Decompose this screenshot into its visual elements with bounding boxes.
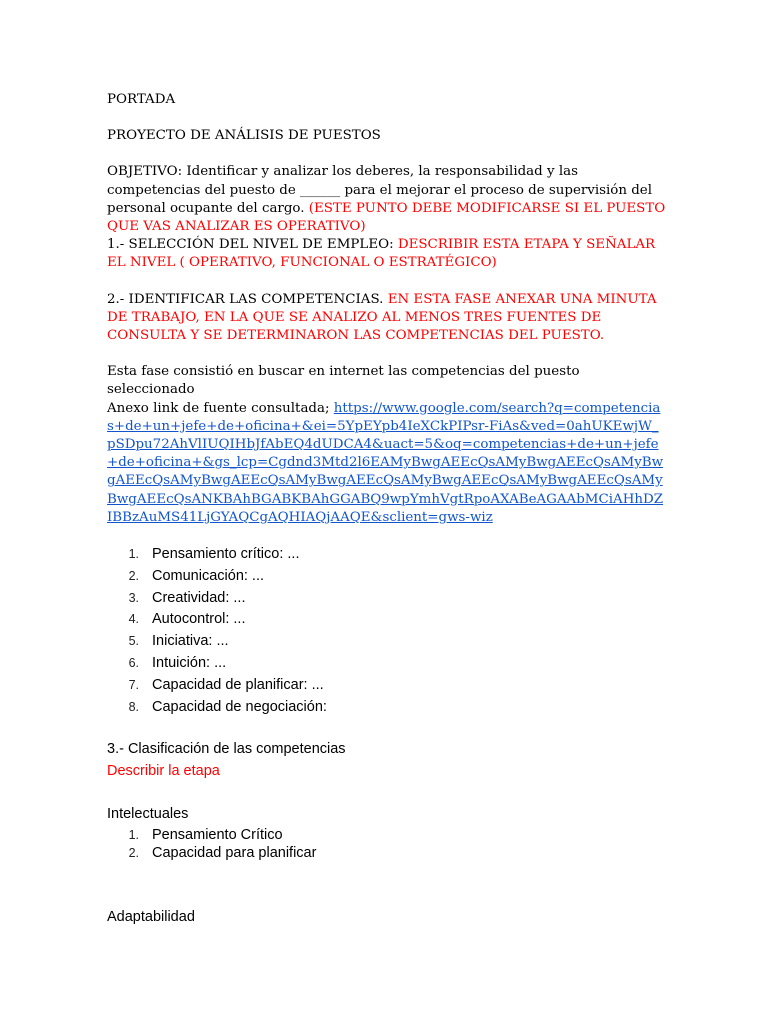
objetivo-note: (ESTE PUNTO DEBE MODIFICARSE SI EL PUESTO QUE VAS ANALIZAR ES OPERATIVO) [107,200,666,235]
list-item [107,588,667,610]
list-item-label: Pensamiento crítico: ... [152,546,300,563]
seleccion-note: DESCRIBIR ESTA ETAPA Y SEÑALAR EL NIVEL ( OPERATIVO, FUNCIONAL O ESTRATÉGICO) [107,237,656,271]
list-item-number: 1. [128,827,139,842]
clasificacion-describe: Describir la etapa [107,763,220,780]
anexo-paragraph [107,400,667,527]
list-item [107,653,667,675]
source-link[interactable]: https://www.google.com/search?q=competencias+de+un+jefe+de+oficina+&ei=5YpEYpb4IeXCkPIPsr-FiAs&ved=0ahUKEwjW_pSDpu72AhVlIUQIHbJfAbEQ4dUDCA4&uact=5&oq=competencias+de+un+jefe+de+oficina+&gs_lcp=Cgdnd3Mtd2l6EAMyBwgAEEcQsAMyBwgAEEcQsAMyBwgAEEcQsAMyBwgAEEcQsAMyBwgAEEcQsAMyBwgAEEcQsAMyBwgAEEcQsAMyBwgAEEcQsANKBAhBGABKBAhGGABQ9wpYmhVgtRpoAXABeAGAAbMCiAHhDZIBBzAuMS41LjGYAQCgAQHIAQjAAQE&sclient=gws-wiz [107,400,664,525]
list-item [107,675,667,697]
seleccion-text: 1.- SELECCIÓN DEL NIVEL DE EMPLEO: [107,237,398,253]
project-title: PROYECTO DE ANÁLISIS DE PUESTOS [107,128,381,144]
anexo-label: Anexo link de fuente consultada; [107,400,334,416]
adaptabilidad-heading: Adaptabilidad [107,908,195,925]
list-item-label: Autocontrol: ... [152,611,246,628]
intelectuales-heading: Intelectuales [107,806,189,823]
list-item-label: Capacidad de planificar: ... [152,676,324,693]
list-item-number: 5. [128,634,139,649]
list-item-label: Iniciativa: ... [152,633,229,650]
document-page [107,91,667,929]
identificar-note: EN ESTA FASE ANEXAR UNA MINUTA DE TRABAJO, EN LA QUE SE ANALIZO AL MENOS TRES FUENTES DE CONSULTA Y SE DETERMINARON LAS COMPETENCIAS DEL PUESTO. [107,291,657,344]
portada-heading: PORTADA [107,92,176,107]
list-item-number: 3. [128,590,139,605]
identificar-text: 2.- IDENTIFICAR LAS COMPETENCIAS. [107,291,388,307]
list-item-number: 2. [128,568,139,583]
seleccion-paragraph [107,236,667,272]
list-item [107,544,667,566]
list-item-number: 2. [128,846,139,861]
list-item-label: Intuición: ... [152,655,227,672]
list-item-number: 1. [128,547,139,562]
intelectuales-list [107,826,667,863]
identificar-paragraph [107,291,667,346]
list-item [107,609,667,631]
list-item [107,697,667,719]
objetivo-text: OBJETIVO: Identificar y analizar los deberes, la responsabilidad y las competencias del puesto de ______ para el mejorar el proceso de supervisión del personal ocupante del cargo. [107,164,653,216]
list-item-number: 4. [128,612,139,627]
competencias-list [107,544,667,718]
list-item [107,631,667,653]
list-item [107,566,667,588]
list-item-label: Comunicación: ... [152,567,265,584]
list-item [107,826,667,845]
fase-description: Esta fase consistió en buscar en internet las competencias del puesto seleccionado [107,364,580,398]
list-item [107,844,667,863]
list-item-label: Pensamiento Crítico [152,826,283,843]
objetivo-paragraph [107,163,667,236]
clasificacion-heading: 3.- Clasificación de las competencias [107,741,346,758]
list-item-label: Creatividad: ... [152,589,246,606]
list-item-number: 7. [128,677,139,692]
list-item-number: 8. [128,699,139,714]
list-item-label: Capacidad para planificar [152,845,317,862]
list-item-number: 6. [128,656,139,671]
list-item-label: Capacidad de negociación: [152,698,327,715]
